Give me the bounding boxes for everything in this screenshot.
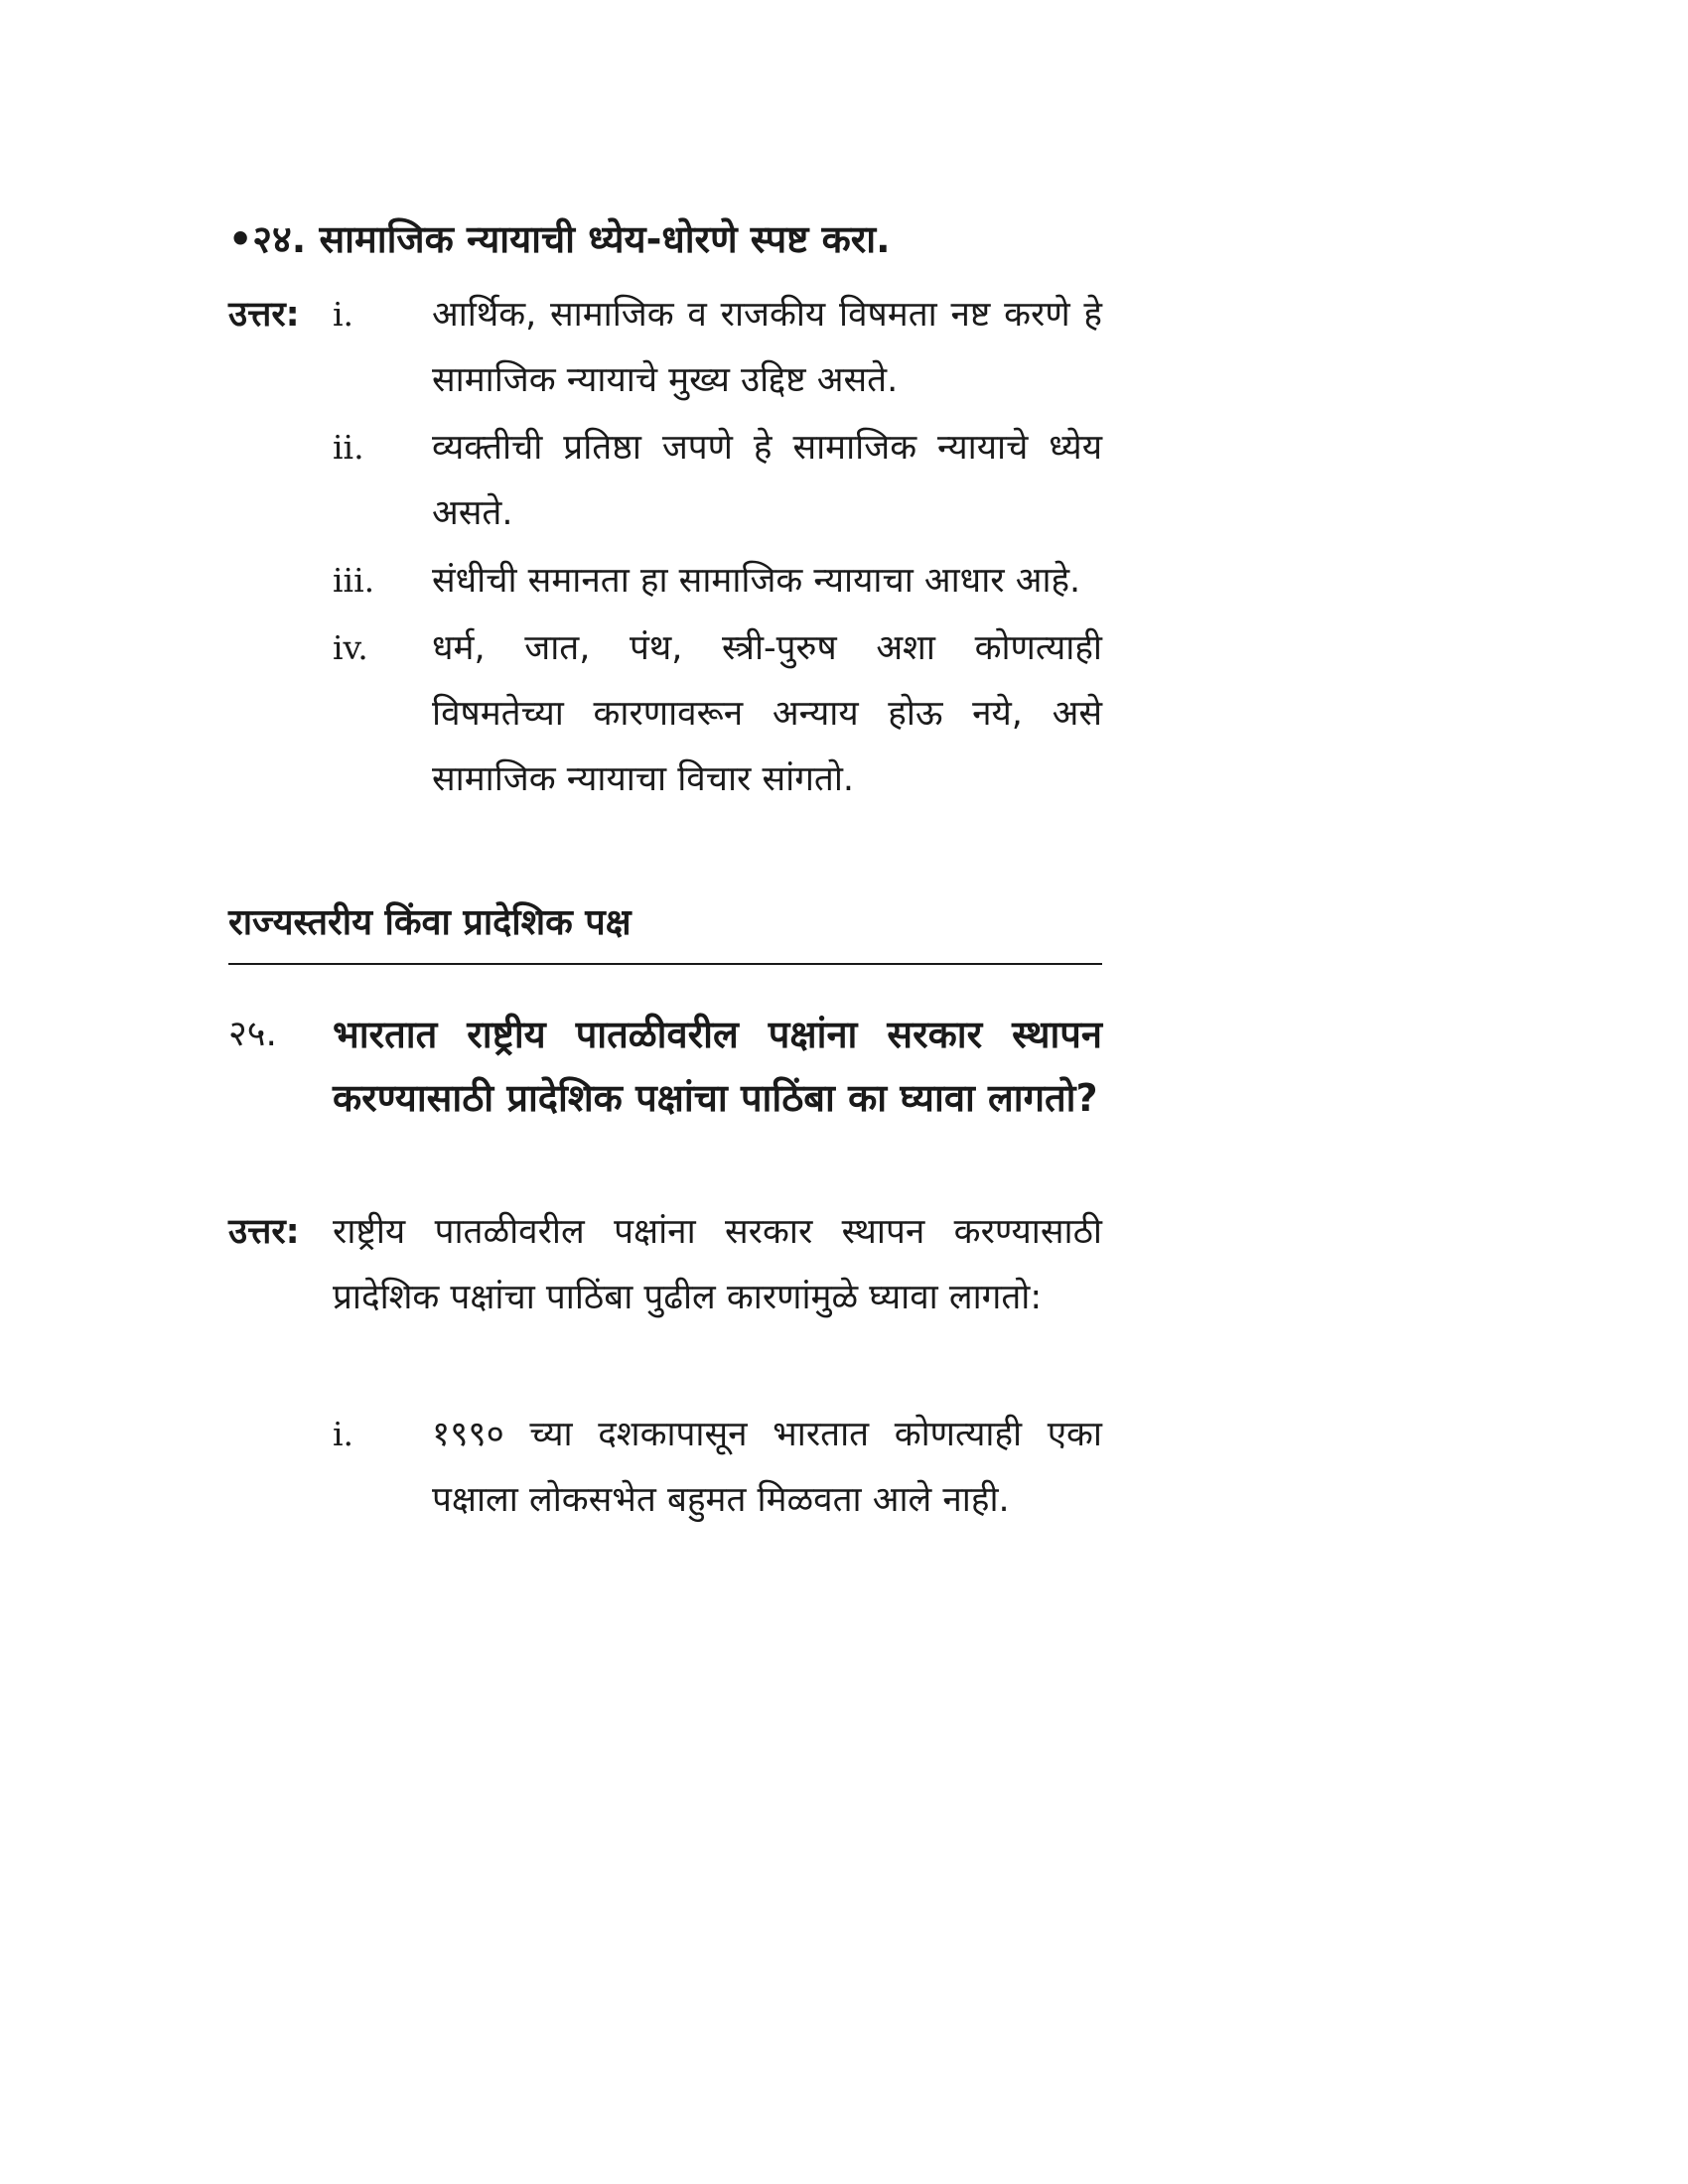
item-number: i. xyxy=(333,1415,354,1453)
answer-label: उत्तर: xyxy=(228,1212,300,1252)
item-text: आर्थिक, सामाजिक व राजकीय विषमता नष्ट करणे हे सामाजिक न्यायाचे मुख्य उद्दिष्ट असते. xyxy=(432,295,1102,400)
question-25-number: २५. xyxy=(228,1014,277,1054)
item-text: संधीची समानता हा सामाजिक न्यायाचा आधार आहे. xyxy=(432,561,1081,601)
item-number: iii. xyxy=(333,561,375,600)
answer-25-item-1 xyxy=(333,1402,1102,1533)
item-text: धर्म, जात, पंथ, स्त्री-पुरुष अशा कोणत्याही विषमतेच्या कारणावरून अन्याय होऊ नये, असे सामाजिक न्यायाचा विचार सांगतो. xyxy=(432,628,1102,799)
answer-25-items xyxy=(228,1400,1102,1533)
answer-24-item-1 xyxy=(228,282,1102,413)
question-24 xyxy=(228,208,1102,270)
item-text: व्यक्तीची प्रतिष्ठा जपणे हे सामाजिक न्यायाचे ध्येय असते. xyxy=(432,428,1102,533)
answer-24-item-3 xyxy=(333,548,1102,614)
answer-label: उत्तर: xyxy=(228,295,300,335)
answer-25-intro xyxy=(228,1199,1102,1330)
answer-24-item-4 xyxy=(333,615,1102,812)
answer-24 xyxy=(228,282,1102,812)
answer-intro-text: राष्ट्रीय पातळीवरील पक्षांना सरकार स्थापन करण्यासाठी प्रादेशिक पक्षांचा पाठिंबा पुढील कारणांमुळे घ्यावा लागतो: xyxy=(333,1212,1102,1317)
question-25 xyxy=(228,1003,1102,1130)
question-24-title: •२४. सामाजिक न्यायाची ध्येय-धोरणे स्पष्ट करा. xyxy=(228,217,891,261)
item-number: i. xyxy=(333,295,354,334)
item-number: ii. xyxy=(333,428,364,467)
item-number: iv. xyxy=(333,628,368,667)
section-heading: राज्यस्तरीय किंवा प्रादेशिक पक्ष xyxy=(228,893,1102,965)
question-25-title: भारतात राष्ट्रीय पातळीवरील पक्षांना सरकार स्थापन करण्यासाठी प्रादेशिक पक्षांचा पाठिंबा का घ्यावा लागतो? xyxy=(333,1013,1102,1120)
answer-25 xyxy=(228,1199,1102,1330)
answer-24-item-2 xyxy=(333,415,1102,546)
item-text: १९९० च्या दशकापासून भारतात कोणत्याही एका पक्षाला लोकसभेत बहुमत मिळवता आले नाही. xyxy=(432,1415,1102,1520)
